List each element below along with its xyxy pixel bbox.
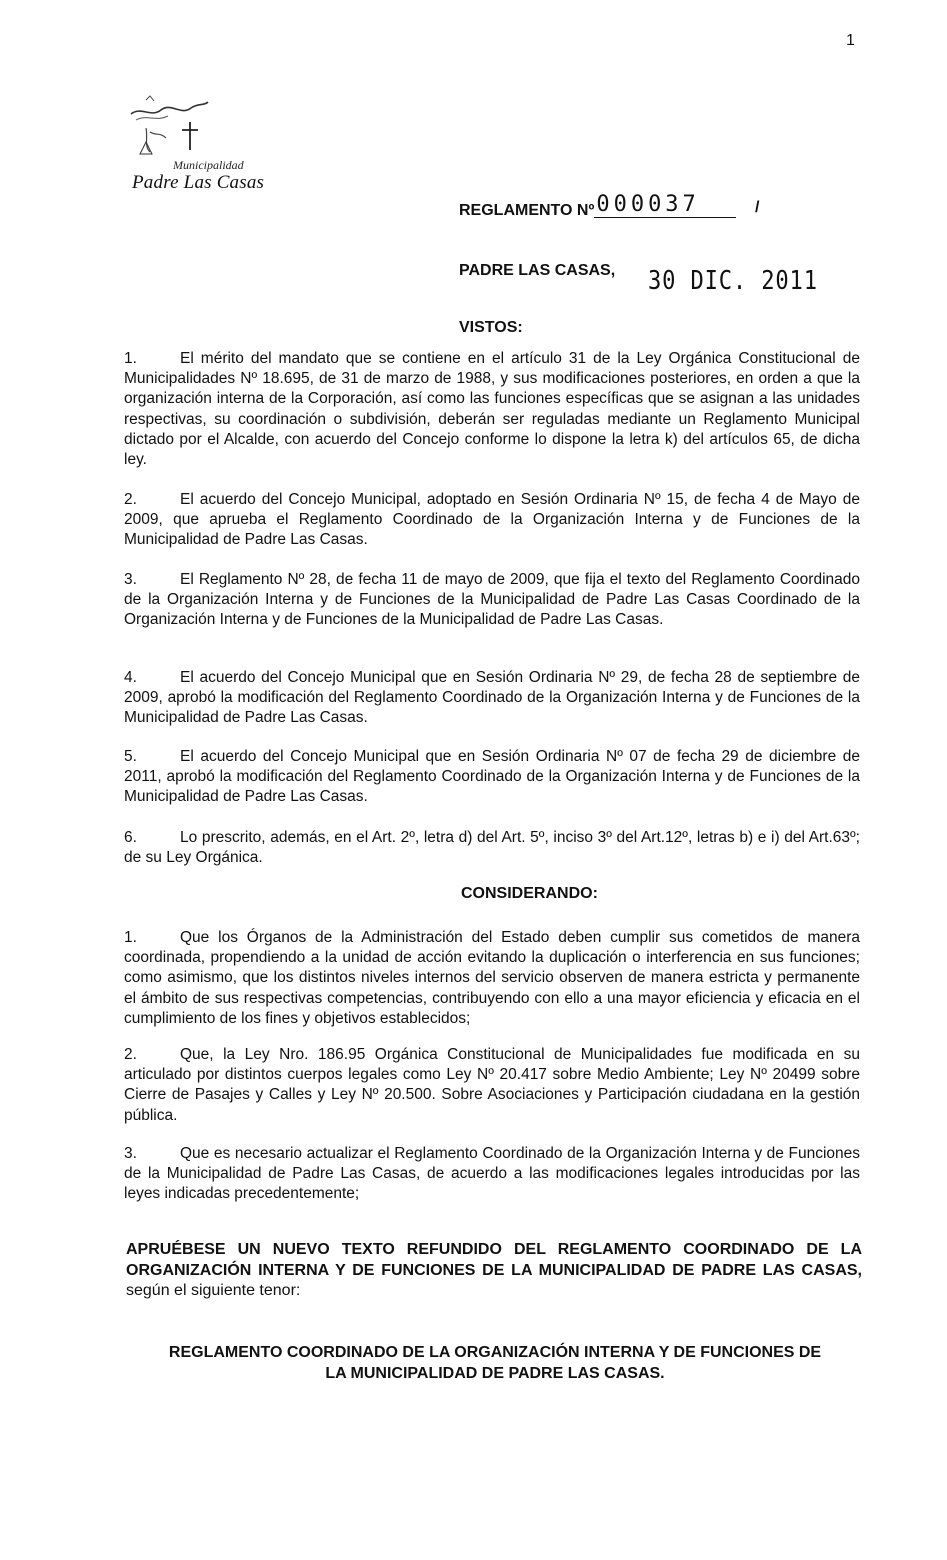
date-stamp: 30 DIC. 2011 [648, 266, 818, 296]
reglamento-number-line [459, 192, 736, 222]
document-title-line: REGLAMENTO COORDINADO DE LA ORGANIZACIÓN INTERNA Y DE FUNCIONES DE [168, 1344, 822, 1361]
document-title [130, 1343, 860, 1384]
reglamento-label: REGLAMENTO Nº [459, 202, 595, 219]
reglamento-number: 000037 [594, 192, 736, 218]
vistos-item [124, 828, 860, 868]
reglamento-slash: / [755, 199, 760, 216]
item-text: Lo prescrito, además, en el Art. 2º, letra d) del Art. 5º, inciso 3º del Art.12º, letras b) e i) del Art.63º; de su Ley Orgánica. [124, 829, 860, 867]
place-label: PADRE LAS CASAS, [459, 262, 616, 279]
item-number: 5. [124, 748, 137, 765]
item-number: 4. [124, 669, 137, 686]
logo-text-municipalidad: Municipalidad [173, 158, 244, 172]
item-text: Que es necesario actualizar el Reglamento Coordinado de la Organización Interna y de Funciones de la Municipalidad de Padre Las Casas, de acuerdo a las modificaciones legales introducidas por las leyes indicadas precedentemente; [124, 1145, 860, 1203]
vistos-item [124, 747, 860, 808]
item-text: El acuerdo del Concejo Municipal, adoptado en Sesión Ordinaria Nº 15, de fecha 4 de Mayo de 2009, que aprueba el Reglamento Coordinado de la Organización Interna y de Funciones de la Municipalidad de Padre Las Casas. [124, 491, 860, 549]
item-text: El Reglamento Nº 28, de fecha 11 de mayo de 2009, que fija el texto del Reglamento Coordinado de la Organización Interna y de Funciones de la Municipalidad de Padre Las Casas Coordinado de la Organización Interna y de Funciones de la Municipalidad de Padre Las Casas. [124, 571, 860, 629]
approval-statement [126, 1240, 862, 1302]
page-number: 1 [846, 32, 855, 49]
item-number: 3. [124, 571, 137, 588]
document-title-line: LA MUNICIPALIDAD DE PADRE LAS CASAS. [325, 1364, 665, 1382]
vistos-item [124, 490, 860, 551]
considerando-item [124, 1144, 860, 1205]
vistos-item [124, 570, 860, 631]
vistos-heading: VISTOS: [459, 319, 523, 336]
item-text: Que los Órganos de la Administración del Estado deben cumplir sus cometidos de manera coordinada, propendiendo a la unidad de acción evitando la duplicación o interferencia en sus funciones; como asimismo, que los distintos niveles internos del servicio observen de manera estricta y permanente el ámbito de sus respectivas competencias, contribuyendo con ello a una mayor eficiencia y eficacia en el cumplimiento de los fines y objetivos establecidos; [124, 929, 860, 1027]
considerando-heading: CONSIDERANDO: [461, 885, 598, 902]
item-number: 6. [124, 829, 137, 846]
item-text: Que, la Ley Nro. 186.95 Orgánica Constitucional de Municipalidades fue modificada en su articulado por distintos cuerpos legales como Ley Nº 20.417 sobre Medio Ambiente; Ley Nº 20499 sobre Cierre de Pasajes y Calles y Ley Nº 20.500. Sobre Asociaciones y Participación ciudadana en la gestión pública. [124, 1046, 860, 1124]
item-text: El acuerdo del Concejo Municipal que en Sesión Ordinaria Nº 07 de fecha 29 de diciembre de 2011, aprobó la modificación del Reglamento Coordinado de la Organización Interna y de Funciones de la Municipalidad de Padre Las Casas. [124, 748, 860, 806]
logo-emblem-icon [126, 92, 216, 162]
municipal-logo [118, 92, 278, 202]
item-number: 3. [124, 1145, 137, 1162]
item-number: 1. [124, 350, 137, 367]
item-number: 1. [124, 929, 137, 946]
item-number: 2. [124, 1046, 137, 1063]
vistos-item [124, 349, 860, 470]
item-text: El acuerdo del Concejo Municipal que en Sesión Ordinaria Nº 29, de fecha 28 de septiembre de 2009, aprobó la modificación del Reglamento Coordinado de la Organización Interna y de Funciones de la Municipalidad de Padre Las Casas. [124, 669, 860, 727]
considerando-item [124, 1045, 860, 1126]
logo-text-padre-las-casas: Padre Las Casas [132, 172, 265, 193]
item-text: El mérito del mandato que se contiene en el artículo 31 de la Ley Orgánica Constitucional de Municipalidades Nº 18.695, de 31 de marzo de 1988, y sus modificaciones posteriores, en orden a que la organización interna de la Corporación, así como las funciones específicas que se asignan a las unidades respectivas, su coordinación o subdivisión, deberán ser reguladas mediante un Reglamento Municipal dictado por el Alcalde, con acuerdo del Concejo conforme lo dispone la letra k) del artículos 65, de dicha ley. [124, 350, 860, 469]
considerando-item [124, 928, 860, 1029]
item-number: 2. [124, 491, 137, 508]
approval-bold-text: APRUÉBESE UN NUEVO TEXTO REFUNDIDO DEL REGLAMENTO COORDINADO DE LA ORGANIZACIÓN INTERNA Y DE FUNCIONES DE LA MUNICIPALIDAD DE PADRE LAS CASAS, [126, 1241, 862, 1279]
approval-rest-text: según el siguiente tenor: [126, 1282, 301, 1299]
vistos-item [124, 668, 860, 729]
